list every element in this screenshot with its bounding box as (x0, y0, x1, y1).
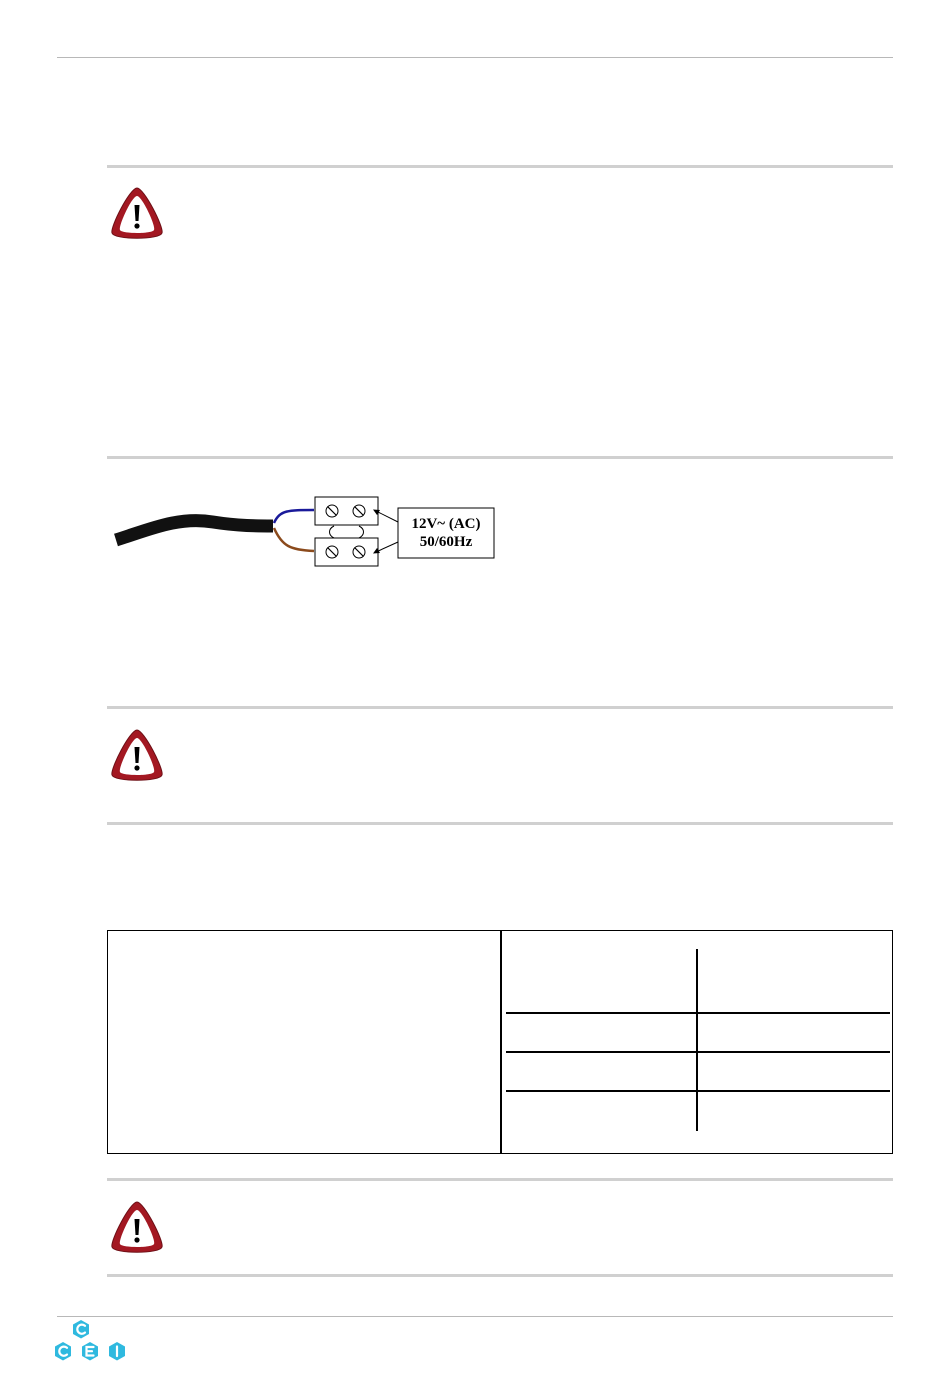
company-logo (55, 1320, 133, 1372)
supply-voltage-text: 12V~ (AC) (411, 516, 481, 532)
spec-inner-column-line (696, 949, 698, 1131)
terminal-link-icon (330, 526, 364, 538)
spec-inner-row-line (506, 1051, 890, 1053)
terminal-screw-icon (353, 546, 365, 558)
spec-inner-grid (506, 949, 890, 1131)
blue-wire (274, 510, 314, 523)
section-rule-bottom-1 (107, 456, 893, 459)
terminal-screw-icon (326, 546, 338, 558)
terminal-screw-icon (353, 505, 365, 517)
footer-rule (57, 1316, 893, 1317)
arrow-upper (376, 511, 398, 522)
section-rule-top-2 (107, 706, 893, 709)
wiring-diagram (108, 488, 508, 578)
spec-inner-row-line (506, 1090, 890, 1092)
power-cable (116, 521, 273, 540)
section-rule-bottom-2 (107, 822, 893, 825)
section-rule-bottom-3 (107, 1274, 893, 1277)
supply-frequency-text: 50/60Hz (419, 534, 473, 550)
header-rule (57, 57, 893, 58)
supply-label (398, 508, 494, 558)
arrow-lower (376, 542, 398, 552)
terminal-block-lower (315, 538, 378, 566)
brown-wire (274, 528, 314, 551)
spec-table (107, 930, 893, 1154)
warning-exclamation-icon (106, 725, 168, 785)
terminal-block-upper (315, 497, 378, 525)
warning-exclamation-icon (106, 1197, 168, 1257)
section-rule-top-1 (107, 165, 893, 168)
section-rule-top-3 (107, 1178, 893, 1181)
spec-table-divider (500, 931, 502, 1153)
warning-exclamation-icon (106, 183, 168, 243)
spec-inner-row-line (506, 1012, 890, 1014)
terminal-screw-icon (326, 505, 338, 517)
